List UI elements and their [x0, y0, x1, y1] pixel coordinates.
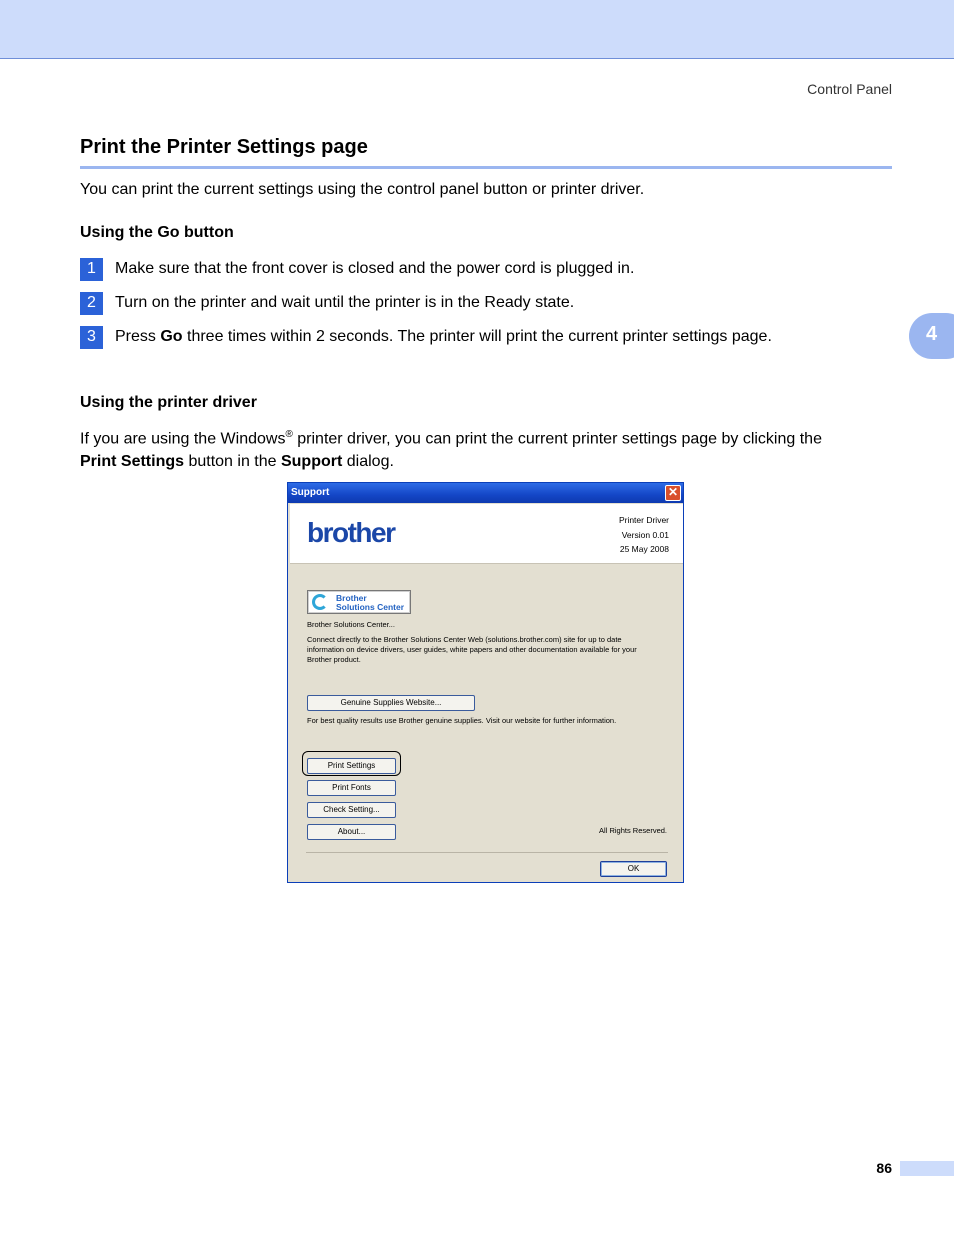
step-number-badge: 1 — [80, 258, 103, 281]
driver-text-end: dialog. — [342, 453, 394, 471]
bsc-desc-line-1: Connect directly to the Brother Solutions Center Web (solutions.brother.com) site for up to date — [307, 635, 622, 644]
support-term: Support — [280, 453, 343, 471]
close-icon[interactable]: ✕ — [665, 485, 681, 501]
step-3 — [80, 325, 772, 349]
driver-info — [619, 513, 669, 557]
registered-mark: ® — [285, 429, 293, 440]
brother-logo: brother — [307, 517, 395, 548]
rights-text: All Rights Reserved. — [599, 826, 667, 835]
step-number-badge: 2 — [80, 292, 103, 315]
driver-date: 25 May 2008 — [619, 544, 669, 554]
support-dialog — [287, 482, 684, 883]
page-number-tab — [900, 1161, 954, 1176]
intro-paragraph: You can print the current settings using the control panel button or printer driver. — [80, 181, 645, 198]
bsc-desc-line-2: information on device drivers, user guides, white papers and other documentation available for your — [307, 645, 637, 654]
step-text-prefix: Press — [115, 328, 161, 345]
header-band — [0, 0, 954, 59]
solutions-center-icon — [312, 594, 328, 610]
bsc-desc-line-3: Brother product. — [307, 655, 361, 664]
chapter-tab — [909, 313, 954, 359]
about-button[interactable]: About... — [307, 824, 396, 840]
print-settings-term: Print Settings — [80, 453, 185, 471]
driver-text-b: printer driver, you can print the current printer settings page by clicking the — [292, 430, 822, 448]
page-title: Print the Printer Settings page — [80, 136, 368, 158]
step-number-badge: 3 — [80, 326, 103, 349]
bsc-line-1: Brother — [336, 593, 367, 603]
solutions-center-label: Brother Solutions Center... — [307, 620, 395, 629]
driver-text-mid: button in the — [184, 453, 281, 471]
step-text — [115, 328, 772, 346]
bsc-line-2: Solutions Center — [336, 601, 405, 612]
go-keyword: Go — [160, 328, 183, 345]
step-text-suffix: three times within 2 seconds. The printer will print the current printer settings page. — [182, 328, 772, 345]
ok-button[interactable]: OK — [600, 861, 667, 877]
check-setting-button[interactable]: Check Setting... — [307, 802, 396, 818]
solutions-center-description — [307, 635, 637, 665]
page-number: 86 — [876, 1160, 892, 1176]
driver-version: Version 0.01 — [621, 529, 669, 540]
step-text: Turn on the printer and wait until the printer is in the Ready state. — [115, 294, 575, 311]
dialog-title: Support — [291, 487, 330, 498]
step-text: Make sure that the front cover is closed and the power cord is plugged in. — [115, 260, 635, 277]
supplies-description: For best quality results use Brother genuine supplies. Visit our website for further information. — [307, 716, 617, 725]
dialog-titlebar — [288, 483, 683, 503]
driver-name: Printer Driver — [618, 515, 669, 525]
go-button-heading: Using the Go button — [80, 224, 234, 241]
dialog-banner — [290, 504, 683, 564]
solutions-center-button-label — [336, 594, 404, 611]
solutions-center-button[interactable] — [307, 590, 411, 614]
driver-paragraph — [80, 423, 892, 473]
genuine-supplies-button[interactable]: Genuine Supplies Website... — [307, 695, 475, 711]
printer-driver-heading: Using the printer driver — [80, 394, 257, 411]
dialog-divider — [306, 852, 668, 853]
title-underline — [80, 166, 892, 169]
chapter-number: 4 — [926, 323, 938, 345]
print-fonts-button[interactable]: Print Fonts — [307, 780, 396, 796]
section-label: Control Panel — [807, 81, 892, 97]
print-settings-button[interactable]: Print Settings — [307, 758, 396, 774]
step-2 — [80, 291, 574, 315]
step-1 — [80, 257, 634, 281]
driver-text-a: If you are using the Windows — [80, 430, 286, 448]
